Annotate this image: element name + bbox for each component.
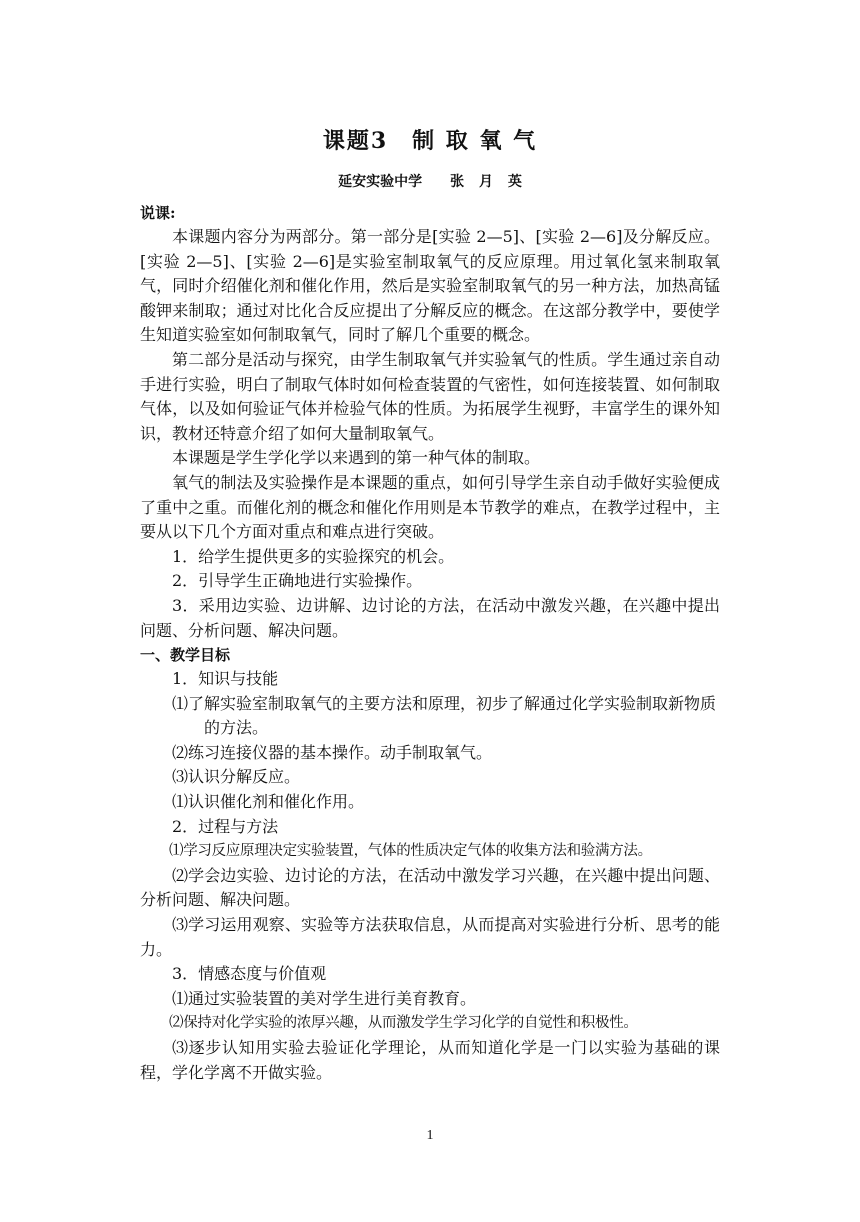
intro-paragraph: 氧气的制法及实验操作是本课题的重点，如何引导学生亲自动手做好实验便成了重中之重。而催化剂的概念和催化作用则是本节教学的难点，在教学过程中，主要从以下几个方面对重点和难点进行突破。 (140, 472, 720, 542)
goal-item: ⑶逐步认知用实验去验证化学理论，从而知道化学是一门以实验为基础的课程，学化学离不开做实验。 (140, 1038, 720, 1082)
intro-paragraph: 本课题是学生学化学以来遇到的第一种气体的制取。 (172, 448, 541, 468)
goal-item: ⑵学会边实验、边讨论的方法，在活动中激发学习兴趣，在兴趣中提出问题、分析问题、解决问题。 (140, 865, 720, 910)
intro-paragraph: 第二部分是活动与探究，由学生制取氧气并实验氧气的性质。学生通过亲自动手进行实验，明白了制取气体时如何检查装置的气密性，如何连接装置、如何制取气体，以及如何验证气体并检验气体的性质。为拓展学生视野，丰富学生的课外知识，教材还特意介绍了如何大量制取氧气。 (140, 349, 720, 443)
goal-item: ⑵保持对化学实验的浓厚兴趣，从而激发学生学习化学的自觉性和积极性。 (169, 1015, 638, 1032)
goal-item: ⑵练习连接仪器的基本操作。动手制取氧气。 (172, 742, 493, 762)
intro-list-item: 1．给学生提供更多的实验探究的机会。 (172, 546, 455, 566)
goal-item: ⑴认识催化剂和催化作用。 (172, 792, 365, 812)
goal-item: ⑶学习运用观察、实验等方法获取信息，从而提高对实验进行分析、思考的能力。 (140, 915, 720, 959)
author-byline: 延安实验中学 张 月 英 (338, 174, 522, 190)
goal-item: ⑴学习反应原理决定实验装置，气体的性质决定气体的收集方法和验满方法。 (169, 843, 652, 860)
intro-list-item: 3．采用边实验、边讲解、边讨论的方法，在活动中激发兴趣，在兴趣中提出问题、分析问题、解决问题。 (140, 595, 720, 640)
intro-paragraph: 本课题内容分为两部分。第一部分是[实验 2—5]、[实验 2—6]及分解反应。[实验 2—5]、[实验 2—6]是实验室制取氧气的反应原理。用过氧化氢来制取氧气，同时介绍催化剂和催化作用，然后是实验室制取氧气的另一种方法，加热高锰酸钾来制取；通过对比化合反应提出了分解反应的概念。在这部分教学中，要使学生知道实验室如何制取氧气，同时了解几个重要的概念。 (140, 227, 720, 345)
goal-item: ⑶认识分解反应。 (172, 767, 301, 787)
intro-label: 说课: (140, 204, 176, 222)
goal-subheading-process: 2．过程与方法 (172, 816, 279, 836)
document-title: 课题3 制 取 氧 气 (322, 128, 538, 154)
goal-subheading-attitude: 3．情感态度与价值观 (172, 964, 327, 984)
goals-heading: 一、教学目标 (140, 646, 231, 665)
document-page (140, 118, 720, 1085)
goal-item: ⑴通过实验装置的美对学生进行美育教育。 (172, 988, 477, 1008)
goal-subheading-knowledge: 1．知识与技能 (172, 669, 279, 689)
goal-item: ⑴了解实验室制取氧气的主要方法和原理，初步了解通过化学实验制取新物质的方法。 (172, 693, 717, 738)
page-number: 1 (426, 1128, 434, 1143)
intro-list-item: 2．引导学生正确地进行实验操作。 (172, 571, 423, 591)
